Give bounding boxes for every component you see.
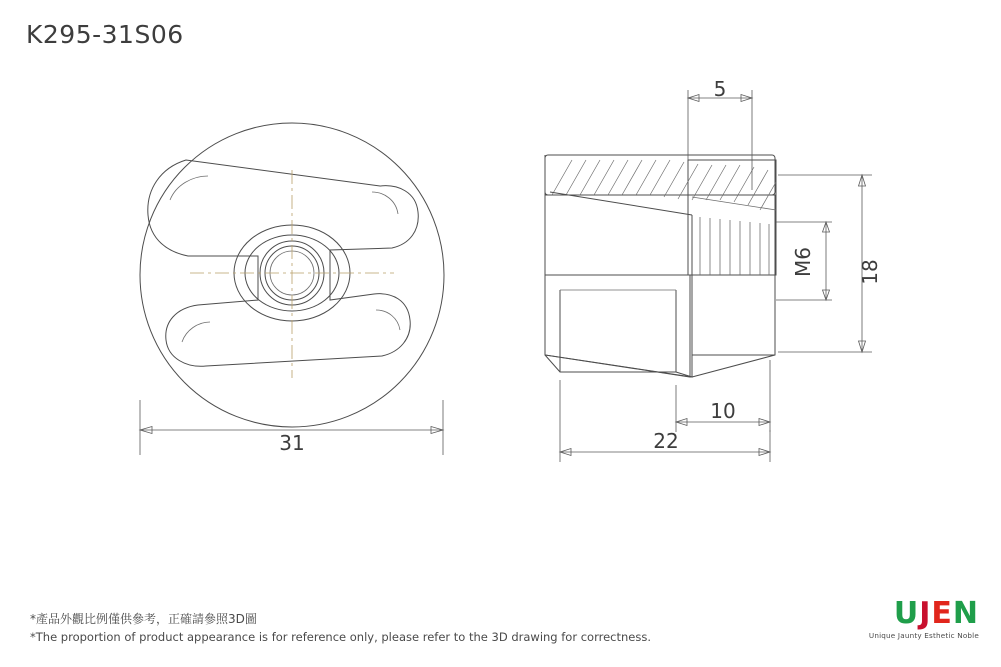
dimension-label-m6: M6 [791, 247, 815, 277]
thread-profile [692, 212, 776, 275]
part-number: K295-31S06 [26, 20, 184, 49]
note-english: *The proportion of product appearance is for reference only, please refer to the 3D drawing for correctness. [30, 630, 651, 644]
logo-letter-u: U [893, 596, 920, 631]
dimension-5 [688, 77, 752, 190]
section-hatching-left [552, 160, 698, 199]
logo-letter-e: E [931, 596, 953, 631]
logo-tagline: Unique Jaunty Esthetic Noble [868, 631, 979, 640]
logo-letter-n: N [952, 596, 979, 631]
dimension-label-10: 10 [710, 399, 736, 423]
dimension-label-18: 18 [858, 259, 882, 285]
dimension-label-31: 31 [279, 431, 305, 455]
side-view [545, 155, 776, 377]
note-chinese: *產品外觀比例僅供參考，正確請參照3D圖 [30, 612, 257, 626]
logo-wordmark [839, 598, 979, 630]
dimension-label-5: 5 [713, 77, 727, 101]
logo-letter-j: J [919, 596, 932, 631]
front-view [140, 123, 444, 427]
dimension-m6 [776, 222, 832, 300]
dimension-label-22: 22 [653, 429, 679, 453]
dimension-22 [560, 380, 770, 462]
dimension-31 [140, 400, 443, 455]
brand-logo [839, 598, 979, 646]
